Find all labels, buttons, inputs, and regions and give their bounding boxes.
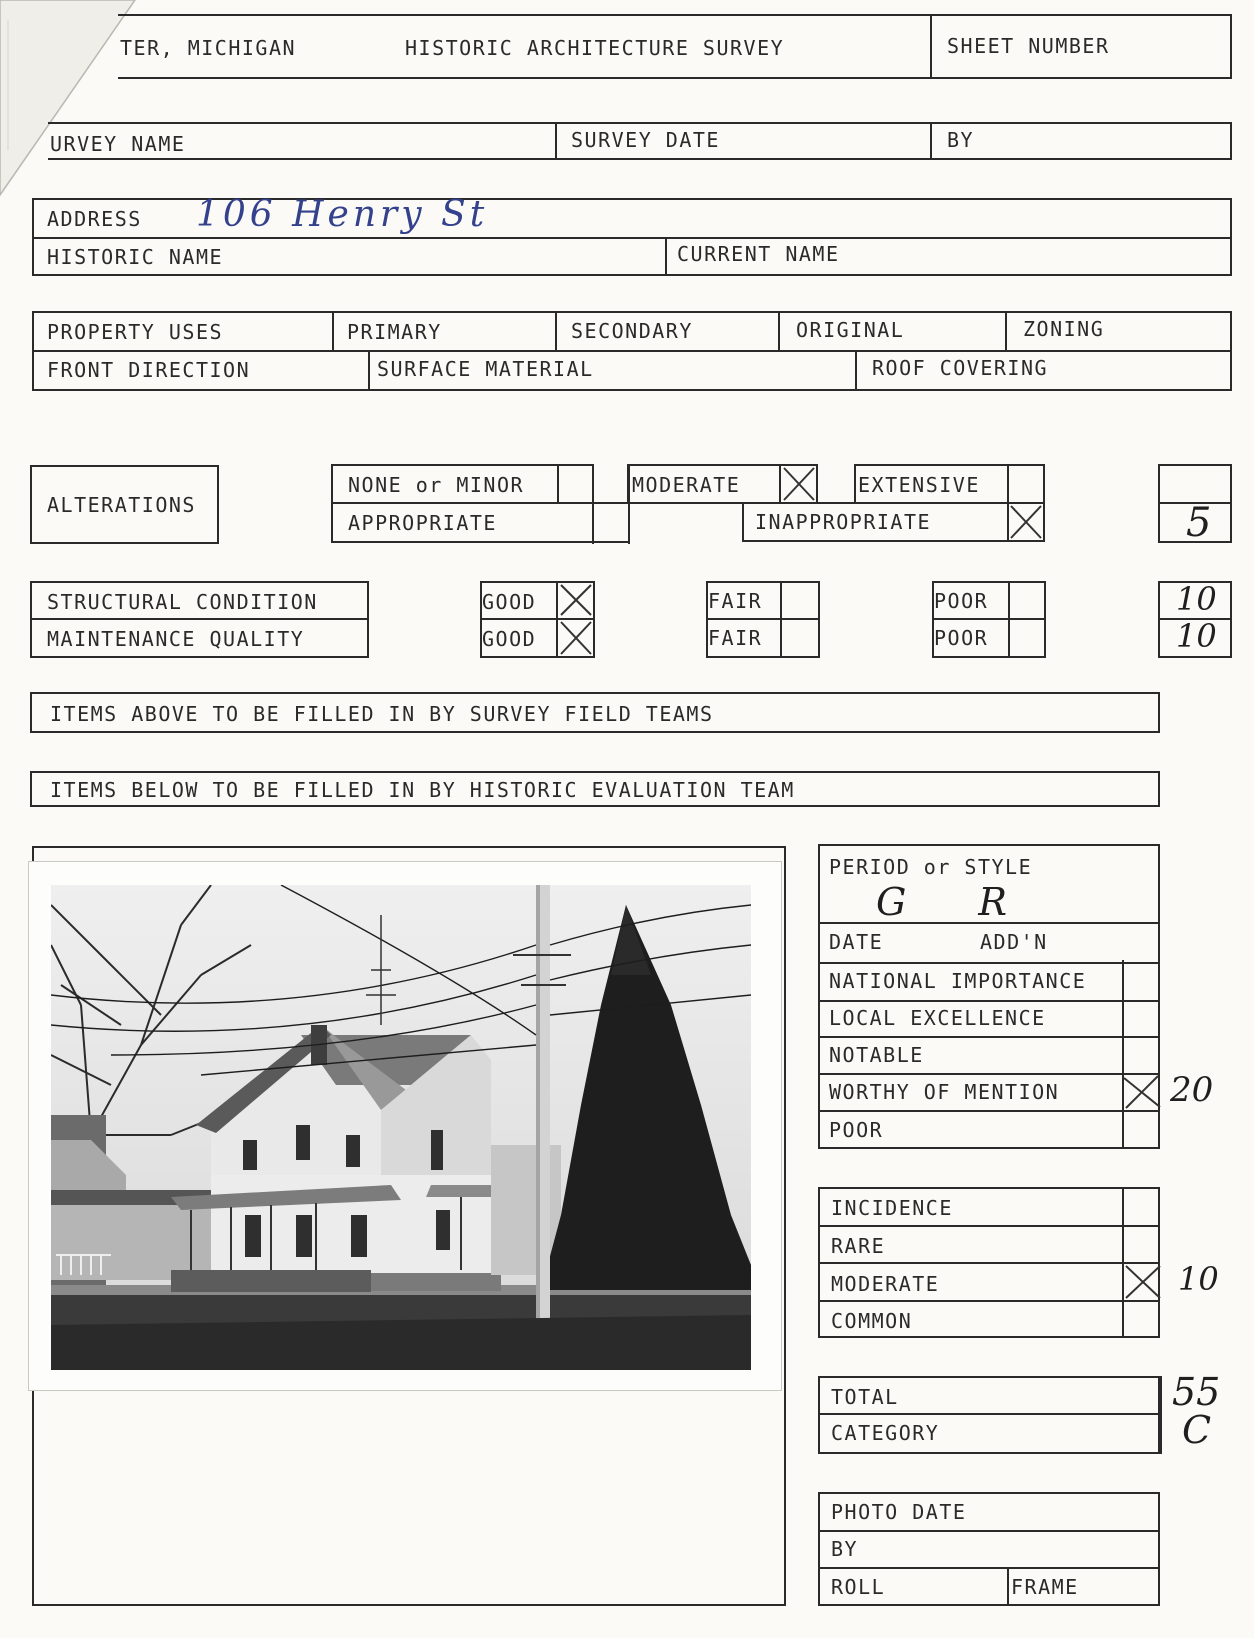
common-label: COMMON [831, 1309, 913, 1333]
evaluation-poor-label: POOR [829, 1118, 884, 1142]
photo-card [28, 861, 782, 1391]
photo-date-label: PHOTO DATE [831, 1500, 967, 1524]
roof-covering-label: ROOF COVERING [872, 356, 1049, 380]
worthy-of-mention-label: WORTHY OF MENTION [829, 1080, 1060, 1104]
x-mark-icon [1122, 1074, 1162, 1110]
worthy-score: 20 [1170, 1070, 1214, 1110]
roll-label: ROLL [831, 1575, 886, 1599]
form-title: HISTORIC ARCHITECTURE SURVEY [405, 36, 785, 60]
items-above-note: ITEMS ABOVE TO BE FILLED IN BY SURVEY FIELD TEAMS [50, 702, 714, 726]
secondary-label: SECONDARY [571, 319, 693, 343]
national-importance-label: NATIONAL IMPORTANCE [829, 969, 1087, 993]
primary-label: PRIMARY [347, 320, 442, 344]
alterations-score: 5 [1186, 500, 1212, 546]
incidence-moderate-label: MODERATE [831, 1272, 940, 1296]
property-uses-label: PROPERTY USES [47, 320, 224, 344]
appropriate-label: APPROPRIATE [348, 511, 497, 535]
good-label-maintenance: GOOD [482, 627, 537, 651]
folded-corner [0, 0, 140, 200]
good-label-structural: GOOD [482, 590, 537, 614]
total-value: 55 [1172, 1370, 1221, 1414]
local-excellence-label: LOCAL EXCELLENCE [829, 1006, 1046, 1030]
total-label: TOTAL [831, 1385, 899, 1409]
extensive-label: EXTENSIVE [858, 473, 980, 497]
addn-label: ADD'N [980, 930, 1048, 954]
fair-label-structural: FAIR [708, 589, 763, 613]
address-label: ADDRESS [47, 207, 142, 231]
surface-material-label: SURFACE MATERIAL [377, 357, 594, 381]
category-label: CATEGORY [831, 1421, 940, 1445]
original-label: ORIGINAL [796, 318, 905, 342]
poor-label-structural: POOR [934, 589, 989, 613]
historic-name-label: HISTORIC NAME [47, 245, 224, 269]
zoning-label: ZONING [1023, 317, 1105, 341]
incidence-moderate-score: 10 [1178, 1260, 1219, 1298]
x-mark-icon [1122, 1263, 1164, 1301]
maintenance-quality-label: MAINTENANCE QUALITY [47, 627, 305, 651]
x-mark-icon [1008, 503, 1044, 541]
address-value: 106 Henry St [196, 194, 489, 235]
survey-by-label: BY [947, 128, 975, 152]
poor-label-maintenance: POOR [934, 626, 989, 650]
city-label: TER, MICHIGAN [120, 36, 297, 60]
period-style-label: PERIOD or STYLE [829, 855, 1033, 879]
frame-label: FRAME [1011, 1575, 1079, 1599]
fair-label-maintenance: FAIR [708, 626, 763, 650]
structural-condition-label: STRUCTURAL CONDITION [47, 590, 318, 614]
front-direction-label: FRONT DIRECTION [47, 358, 251, 382]
photo-by-label: BY [831, 1537, 859, 1561]
items-below-note: ITEMS BELOW TO BE FILLED IN BY HISTORIC EVALUATION TEAM [50, 778, 795, 802]
structural-score: 10 [1176, 580, 1217, 618]
x-mark-icon [558, 583, 594, 617]
x-mark-icon [781, 465, 817, 503]
survey-date-label: SURVEY DATE [571, 128, 720, 152]
house-photo [51, 885, 751, 1370]
none-minor-label: NONE or MINOR [348, 473, 525, 497]
category-value: C [1182, 1408, 1212, 1452]
sheet-number-label: SHEET NUMBER [947, 34, 1110, 58]
inappropriate-label: INAPPROPRIATE [755, 510, 932, 534]
period-style-value: G R [876, 880, 1038, 924]
rare-label: RARE [831, 1234, 886, 1258]
date-label: DATE [829, 930, 884, 954]
incidence-label: INCIDENCE [831, 1196, 953, 1220]
moderate-alteration-label: MODERATE [632, 473, 741, 497]
notable-label: NOTABLE [829, 1043, 924, 1067]
x-mark-icon [558, 620, 594, 656]
current-name-label: CURRENT NAME [677, 242, 840, 266]
alterations-label: ALTERATIONS [47, 493, 196, 517]
maintenance-score: 10 [1176, 617, 1217, 655]
survey-name-label: URVEY NAME [50, 132, 186, 156]
